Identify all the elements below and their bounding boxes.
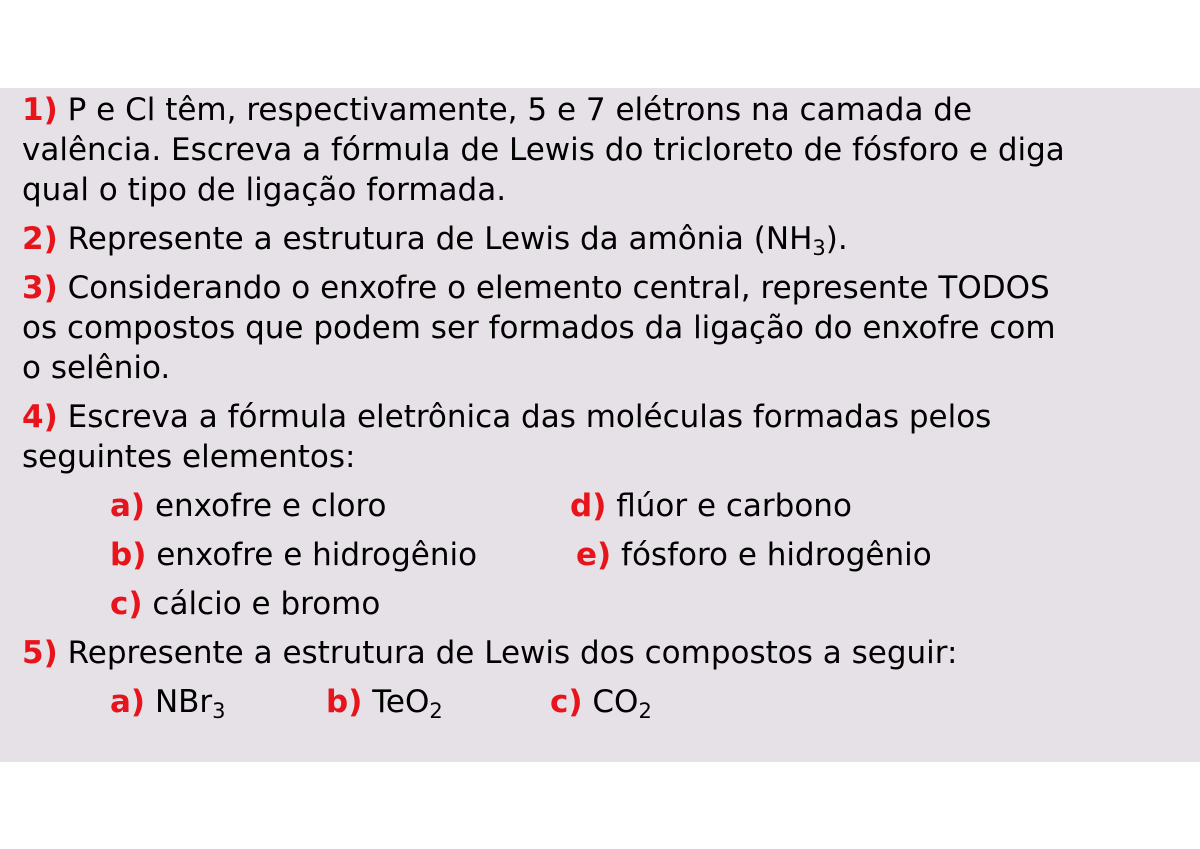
slide-background (0, 88, 1200, 762)
option-c (110, 584, 380, 624)
option-label: a) (110, 488, 146, 524)
question-1-line-3: qual o tipo de ligação formada. (22, 172, 507, 208)
question-3-line-1 (22, 268, 1182, 308)
option-label: b) (326, 684, 363, 720)
compound-b (326, 682, 443, 722)
option-label: c) (550, 684, 583, 720)
question-text: ). (825, 221, 848, 257)
question-2-line-1 (22, 219, 1182, 259)
question-4-options-row-3 (22, 584, 1182, 624)
option-label: a) (110, 684, 146, 720)
question-1 (22, 90, 1182, 210)
exercise-list (22, 90, 1182, 731)
question-2 (22, 219, 1182, 259)
question-number: 2) (22, 221, 58, 257)
question-3-line-3: o selênio. (22, 350, 171, 386)
option-a (110, 486, 387, 526)
question-number: 1) (22, 92, 58, 128)
question-text: Represente a estrutura de Lewis da amônia (NH (57, 221, 813, 257)
question-text: P e Cl têm, respectivamente, 5 e 7 elétrons na camada de (57, 92, 973, 128)
compound-formula: NBr (145, 684, 213, 720)
option-label: c) (110, 586, 143, 622)
option-text: flúor e carbono (606, 488, 852, 524)
compound-formula: CO (582, 684, 639, 720)
question-1-line-1 (22, 90, 1182, 130)
compound-formula: TeO (362, 684, 430, 720)
option-text: fósforo e hidrogênio (611, 537, 932, 573)
question-text: Considerando o enxofre o elemento central, represente TODOS (57, 270, 1050, 306)
compound-a (110, 682, 226, 722)
subscript: 2 (638, 699, 652, 723)
question-4-line-1 (22, 397, 1182, 437)
question-5-line-1 (22, 633, 1182, 673)
question-number: 3) (22, 270, 58, 306)
question-4 (22, 397, 1182, 477)
question-text: Escreva a fórmula eletrônica das moléculas formadas pelos (57, 399, 992, 435)
question-5-options-row (22, 682, 1182, 722)
option-d (570, 486, 852, 526)
question-text: Represente a estrutura de Lewis dos compostos a seguir: (57, 635, 958, 671)
subscript: 2 (429, 699, 443, 723)
question-1-line-2: valência. Escreva a fórmula de Lewis do tricloreto de fósforo e diga (22, 132, 1065, 168)
option-text: enxofre e hidrogênio (146, 537, 478, 573)
compound-c (550, 682, 652, 722)
question-number: 4) (22, 399, 58, 435)
question-3 (22, 268, 1182, 388)
option-label: b) (110, 537, 147, 573)
subscript: 3 (212, 699, 226, 723)
question-3-line-2: os compostos que podem ser formados da ligação do enxofre com (22, 310, 1056, 346)
question-5 (22, 633, 1182, 673)
option-text: cálcio e bromo (142, 586, 381, 622)
question-4-line-2: seguintes elementos: (22, 439, 356, 475)
option-label: e) (576, 537, 612, 573)
option-e (576, 535, 932, 575)
subscript: 3 (812, 236, 826, 260)
option-label: d) (570, 488, 607, 524)
question-number: 5) (22, 635, 58, 671)
option-b (110, 535, 477, 575)
option-text: enxofre e cloro (145, 488, 387, 524)
question-4-options-row-2 (22, 535, 1182, 575)
question-4-options-row-1 (22, 486, 1182, 526)
